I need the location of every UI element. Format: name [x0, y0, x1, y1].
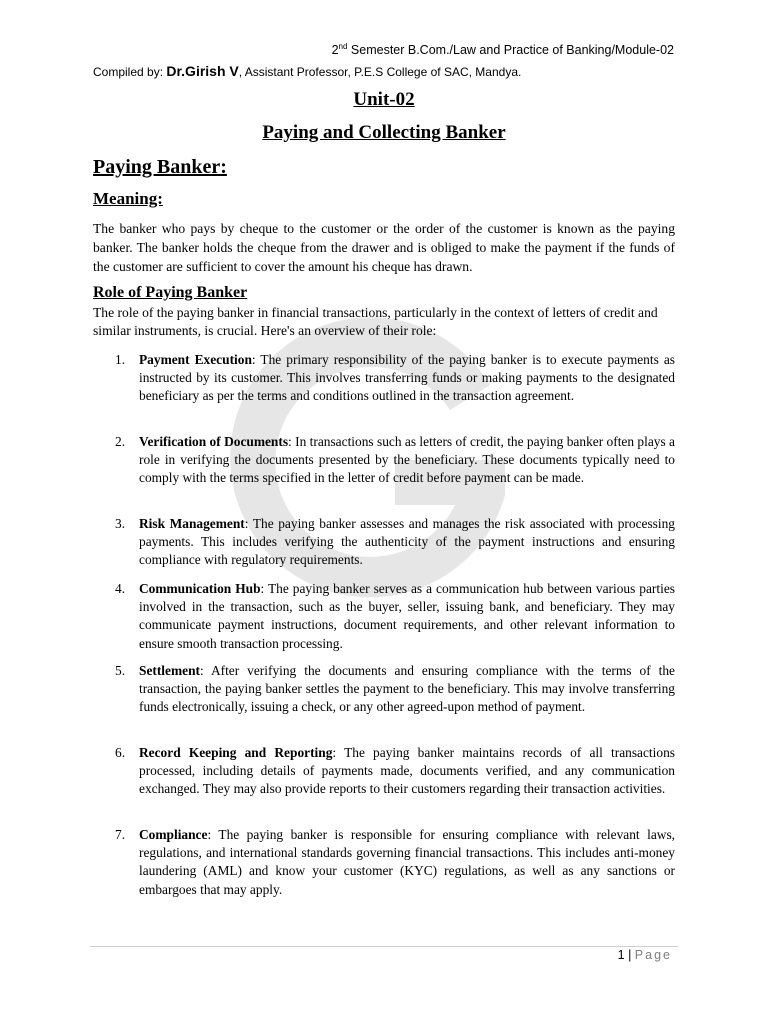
- list-term: Risk Management: [139, 516, 245, 531]
- list-text: : The paying banker serves as a communication hub between various parties involved in the transaction, such as the buyer, seller, issuing bank, and beneficiary. They may communicate payment instructions, document requirements, and other relevant information to ensure smooth transaction processing.: [139, 581, 675, 651]
- author-name: Dr.Girish V: [166, 63, 239, 79]
- list-item: [115, 744, 675, 799]
- course-header: 2nd Semester B.Com./Law and Practice of Banking/Module-02: [331, 42, 674, 58]
- list-term: Communication Hub: [139, 581, 261, 596]
- list-term: Verification of Documents: [139, 434, 289, 449]
- list-number: 3.: [115, 516, 126, 531]
- compiler-header: [93, 63, 521, 79]
- list-item: [115, 515, 675, 570]
- page-number: 1: [617, 948, 625, 962]
- role-heading: Role of Paying Banker: [93, 284, 248, 301]
- list-text: : In transactions such as letters of credit, the paying banker often plays a role in verifying the documents presented by the beneficiary. These documents typically need to comply with the terms specified in the letter of credit before payment can be made.: [139, 434, 675, 486]
- list-text: : The paying banker maintains records of all transactions processed, including details of payments made, documents verified, and any communication exchanged. They may also provide reports to their customers regarding their transaction activities.: [139, 745, 675, 797]
- list-item: [115, 662, 675, 717]
- list-term: Settlement: [139, 663, 200, 678]
- page-footer: [618, 948, 672, 962]
- footer-divider: [90, 946, 678, 947]
- list-text: : The paying banker assesses and manages the risk associated with processing payments. This includes verifying the authenticity of the payment instructions and ensuring compliance with regulatory requirements.: [139, 516, 675, 568]
- meaning-paragraph: The banker who pays by cheque to the customer or the order of the customer is known as the paying banker. The banker holds the cheque from the drawer and is obliged to make the payment if the funds of the customer are sufficient to cover the amount his cheque has drawn.: [93, 221, 675, 274]
- list-text: : The primary responsibility of the paying banker is to execute payments as instructed by its customer. This involves transferring funds or making payments to the designated beneficiary as per the terms and conditions outlined in the transaction agreement.: [139, 352, 675, 404]
- list-item: [115, 580, 675, 653]
- list-term: Compliance: [139, 827, 208, 842]
- chapter-title: Paying and Collecting Banker: [262, 122, 506, 143]
- list-number: 7.: [115, 827, 126, 842]
- list-item: [115, 826, 675, 899]
- unit-heading: Unit-02: [353, 89, 415, 110]
- section-heading: Paying Banker:: [93, 156, 227, 178]
- role-intro-paragraph: The role of the paying banker in financial transactions, particularly in the context of letters of credit and similar instruments, is crucial. Here's an overview of their role:: [93, 305, 658, 338]
- meaning-heading: Meaning:: [93, 189, 163, 208]
- compiled-label: Compiled by:: [93, 65, 167, 79]
- author-details: , Assistant Professor, P.E.S College of SAC, Mandya.: [238, 65, 522, 79]
- list-number: 5.: [115, 663, 126, 678]
- list-term: Payment Execution: [139, 352, 252, 367]
- list-text: : The paying banker is responsible for ensuring compliance with relevant laws, regulations, and international standards governing financial transactions. This includes anti-money laundering (AML) and know your customer (KYC) regulations, as well as any sanctions or embargoes that may apply.: [139, 827, 675, 897]
- list-number: 4.: [115, 581, 126, 596]
- list-item: [115, 351, 675, 406]
- page-label: Page: [634, 948, 672, 962]
- list-item: [115, 433, 675, 488]
- footer-separator: |: [624, 948, 635, 962]
- ordinal-suffix: nd: [338, 42, 348, 51]
- list-text: : After verifying the documents and ensuring compliance with the terms of the transaction, the paying banker settles the payment to the beneficiary. This may involve transferring funds electronically, issuing a check, or any other agreed-upon method of payment.: [139, 663, 675, 715]
- list-number: 2.: [115, 434, 126, 449]
- list-number: 1.: [115, 352, 126, 367]
- list-term: Record Keeping and Reporting: [139, 745, 333, 760]
- list-number: 6.: [115, 745, 126, 760]
